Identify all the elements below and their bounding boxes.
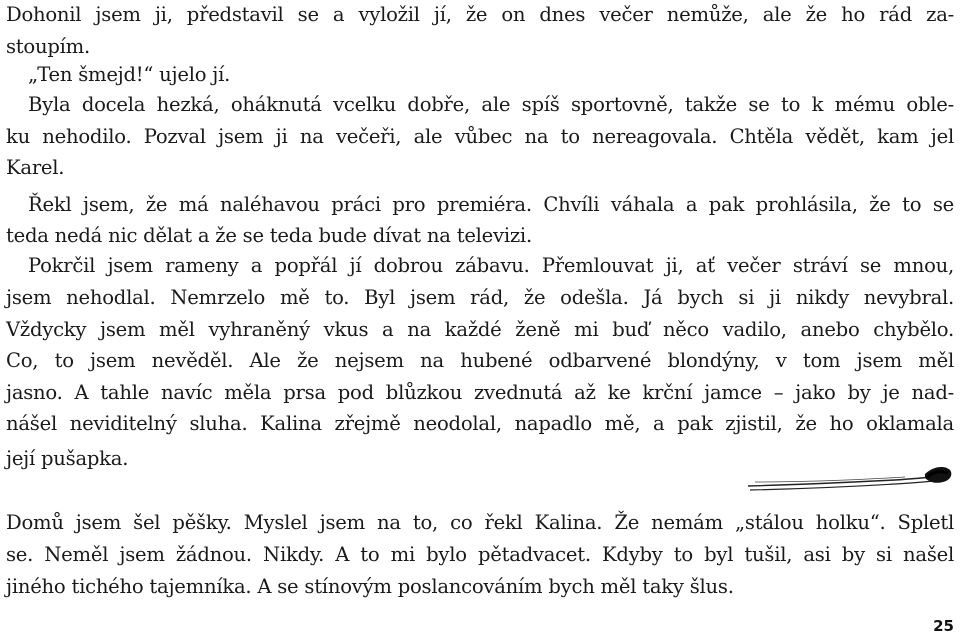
text-line: Karel. — [6, 156, 65, 179]
text-line: nášel neviditelný sluha. Kalina zřejmě neodolal, napadlo mě, a pak zjistil, že ho oklamala — [6, 412, 954, 435]
text-line: Co, to jsem nevěděl. Ale že nejsem na hubené odbarvené blondýny, v tom jsem měl — [6, 349, 954, 372]
text-line: Dohonil jsem ji, představil se a vyložil jí, že on dnes večer nemůže, ale že ho rád za- — [6, 3, 954, 26]
text-line: Vždycky jsem měl vyhraněný vkus a na každé ženě mi buď něco vadilo, anebo chybělo. — [6, 318, 954, 341]
page-number: 25 — [933, 617, 954, 635]
text-line: se. Neměl jsem žádnou. Nikdy. A to mi bylo pětadvacet. Kdyby to byl tušil, asi by si našel — [6, 543, 954, 566]
text-line: Řekl jsem, že má naléhavou práci pro premiéra. Chvíli váhala a pak prohlásila, že to se — [28, 193, 954, 216]
pencil-stroke-icon — [745, 458, 953, 498]
text-line: Byla docela hezká, oháknutá vcelku dobře, ale spíš sportovně, takže se to k mému oble- — [28, 93, 954, 116]
text-line: její pušapka. — [6, 447, 129, 470]
text-line: stoupím. — [6, 35, 90, 58]
text-line: Pokrčil jsem rameny a popřál jí dobrou zábavu. Přemlouvat ji, ať večer stráví se mnou, — [28, 254, 954, 277]
text-line: jasno. A tahle navíc měla prsa pod blůzkou zvednutá až ke krční jamce – jako by je nad- — [6, 381, 954, 404]
text-line: Domů jsem šel pěšky. Myslel jsem na to, co řekl Kalina. Že nemám „stálou holku“. Spletl — [6, 511, 954, 534]
text-line: jsem nehodlal. Nemrzelo mě to. Byl jsem rád, že odešla. Já bych si ji nikdy nevybral. — [6, 286, 954, 309]
text-line: jiného tichého tajemníka. A se stínovým poslancováním bych měl taky šlus. — [6, 575, 734, 598]
text-line: teda nedá nic dělat a že se teda bude dívat na televizi. — [6, 224, 532, 247]
text-line: ku nehodilo. Pozval jsem ji na večeři, ale vůbec na to nereagovala. Chtěla vědět, kam jel — [6, 125, 954, 148]
text-line: „Ten šmejd!“ ujelo jí. — [28, 63, 231, 86]
